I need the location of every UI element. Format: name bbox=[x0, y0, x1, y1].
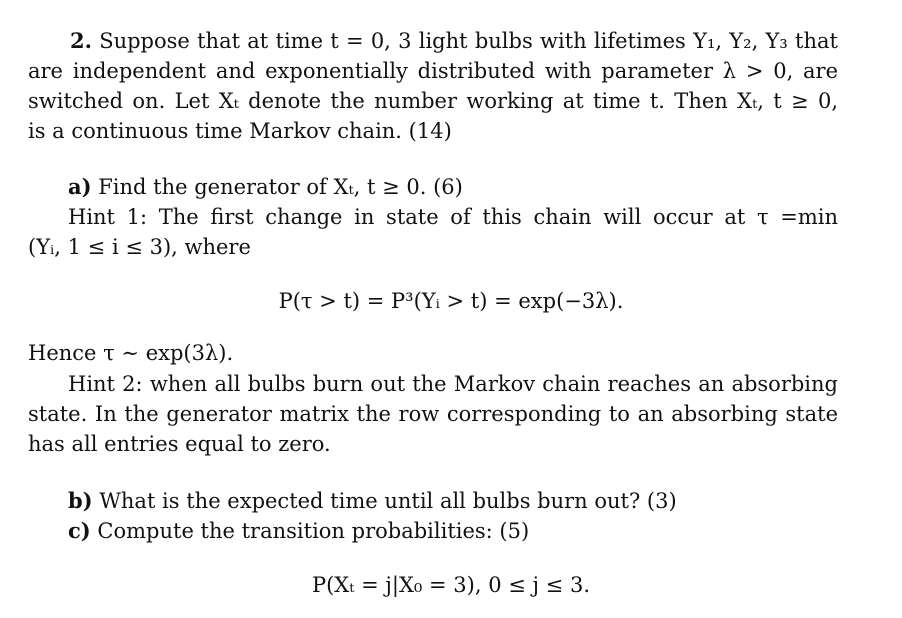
intro-line-1 bbox=[70, 26, 838, 56]
hence-line: Hence τ ∼ exp(3λ). bbox=[28, 341, 234, 365]
intro-line-4: is a continuous time Markov chain. (14) bbox=[28, 119, 452, 143]
part-b-question bbox=[68, 486, 838, 516]
part-c-label: c) bbox=[68, 518, 91, 543]
part-b-label: b) bbox=[68, 488, 93, 513]
problem-number: 2. bbox=[70, 28, 92, 53]
hint1-line-1: Hint 1: The first change in state of this chain will occur at τ =min bbox=[68, 205, 838, 229]
intro-line-3: switched on. Let Xₜ denote the number working at time t. Then Xₜ, t ≥ 0, bbox=[28, 89, 838, 113]
part-c-question-text: Compute the transition probabilities: (5) bbox=[97, 519, 530, 543]
hint2-line-3: has all entries equal to zero. bbox=[28, 432, 331, 456]
intro-line-1-text: Suppose that at time t = 0, 3 light bulbs with lifetimes Y₁, Y₂, Y₃ that bbox=[99, 29, 838, 53]
hint1-equation: P(τ > t) = P³(Yᵢ > t) = exp(−3λ). bbox=[278, 289, 624, 313]
part-a-label: a) bbox=[68, 174, 92, 199]
hint1-line-2: (Yᵢ, 1 ≤ i ≤ 3), where bbox=[28, 235, 251, 259]
hint2-line-1: Hint 2: when all bulbs burn out the Markov chain reaches an absorbing bbox=[68, 372, 838, 396]
intro-line-2: are independent and exponentially distributed with parameter λ > 0, are bbox=[28, 59, 838, 83]
part-c-question bbox=[68, 516, 838, 546]
hint2-line-2: state. In the generator matrix the row corresponding to an absorbing state bbox=[28, 402, 838, 426]
part-a-question bbox=[68, 172, 838, 202]
part-b-question-text: What is the expected time until all bulbs burn out? (3) bbox=[99, 489, 677, 513]
part-a-question-text: Find the generator of Xₜ, t ≥ 0. (6) bbox=[98, 175, 463, 199]
part-c-equation: P(Xₜ = j|X₀ = 3), 0 ≤ j ≤ 3. bbox=[311, 573, 590, 597]
